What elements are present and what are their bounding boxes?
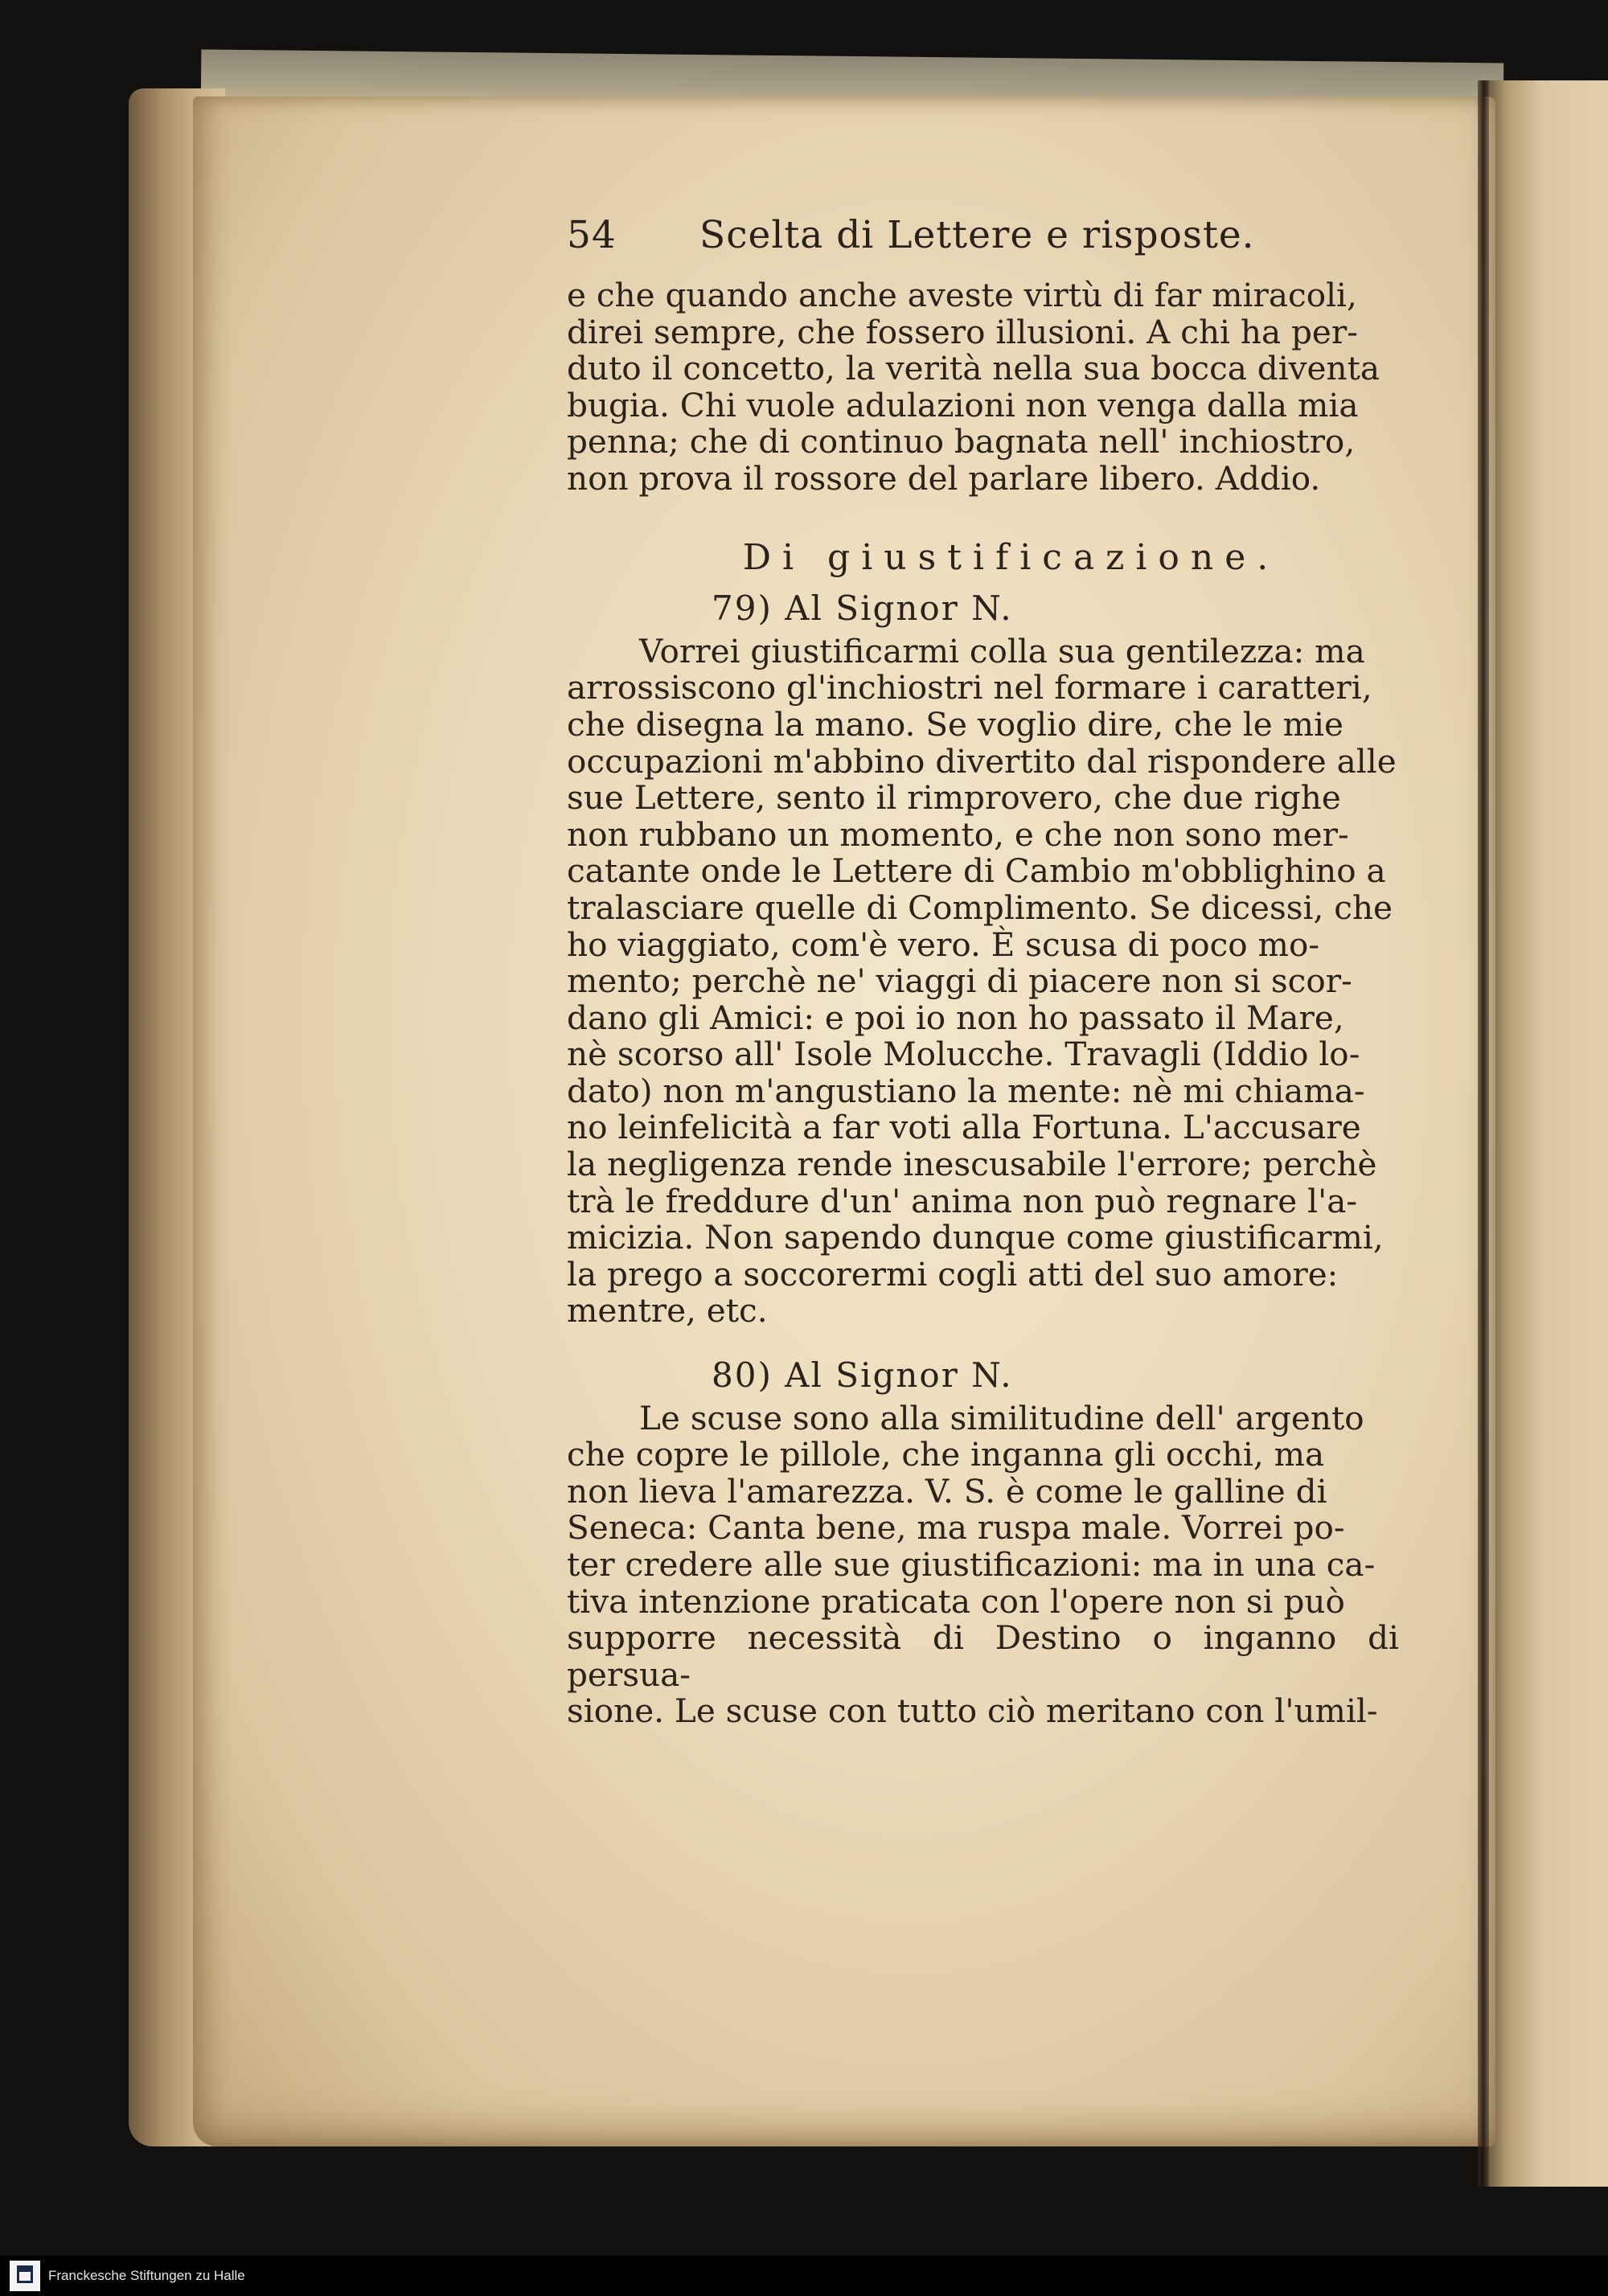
text-line: non rubbano un momento, e che non sono mer- (567, 814, 1349, 854)
text-line: mento; perchè ne' viaggi di piacere non si scor- (567, 961, 1352, 1001)
text-line: ho viaggiato, com'è vero. È scusa di poco mo- (567, 925, 1320, 964)
text-line: bugia. Chi vuole adulazioni non venga dalla mia (567, 385, 1359, 424)
text-line: sione. Le scuse con tutto ciò meritano con l'umil- (567, 1691, 1378, 1731)
page-text (567, 213, 1399, 1731)
page-number: 54 (567, 213, 617, 257)
text-line: direi sempre, che fossero illusioni. A chi ha per- (567, 312, 1358, 351)
text-line: Vorrei giustificarmi colla sua gentilezza: ma (639, 631, 1365, 670)
text-line: che copre le pillole, che inganna gli occhi, ma (567, 1435, 1325, 1474)
text-line: arrossiscono gl'inchiostri nel formare i caratteri, (567, 668, 1372, 707)
letter-body (567, 1400, 1399, 1730)
section-title: Di giustificazione. (742, 536, 1280, 578)
franckesche-stiftungen-logo-icon (10, 2261, 40, 2291)
text-line: sue Lettere, sento il rimprovero, che due righe (567, 778, 1341, 818)
letter-heading: 79) Al Signor N. (712, 588, 1013, 629)
text-line: dano gli Amici: e poi io non ho passato il Mare, (567, 998, 1344, 1037)
spacer (567, 1330, 1399, 1352)
text-line: mentre, etc. (567, 1291, 768, 1330)
text-line: duto il concetto, la verità nella sua bocca diventa (567, 349, 1380, 388)
text-line: la prego a soccorermi cogli atti del suo amore: (567, 1254, 1339, 1294)
page-gutter (1478, 80, 1489, 2187)
text-line: micizia. Non sapendo dunque come giustificarmi, (567, 1218, 1384, 1257)
letter-body (567, 633, 1399, 1330)
text-line: catante onde le Lettere di Cambio m'obblighino a (567, 851, 1386, 891)
text-line: tralasciare quelle di Complimento. Se dicessi, che (567, 888, 1393, 927)
text-line: non prova il rossore del parlare libero. Addio. (567, 458, 1321, 498)
text-line: Seneca: Canta bene, ma ruspa male. Vorrei po- (567, 1508, 1345, 1548)
text-line: non lieva l'amarezza. V. S. è come le galline di (567, 1471, 1327, 1511)
text-line: e che quando anche aveste virtù di far miracoli, (567, 276, 1357, 314)
footer-institution: Franckesche Stiftungen zu Halle (48, 2268, 245, 2283)
text-line: Le scuse sono alla similitudine dell' argento (639, 1398, 1364, 1437)
footer-bar (0, 2256, 1608, 2296)
text-line: occupazioni m'abbino divertito dal rispondere alle (567, 741, 1397, 781)
intro-paragraph (567, 277, 1399, 498)
text-line: nè scorso all' Isole Molucche. Travagli (Iddio lo- (567, 1035, 1360, 1074)
text-line: supporre necessità di Destino o inganno di persua- (567, 1618, 1399, 1694)
running-title: Scelta di Lettere e risposte. (699, 213, 1255, 257)
text-line: la negligenza rende inescusabile l'errore; perchè (567, 1145, 1377, 1184)
facing-page (1483, 80, 1608, 2187)
text-line: trà le freddure d'un' anima non può regnare l'a- (567, 1181, 1358, 1220)
text-line: tiva intenzione praticata con l'opere non si può (567, 1581, 1345, 1621)
page-header (567, 213, 1399, 265)
text-line: penna; che di continuo bagnata nell' inchiostro, (567, 422, 1356, 461)
letter-heading: 80) Al Signor N. (712, 1355, 1013, 1396)
text-line: dato) non m'angustiano la mente: nè mi chiama- (567, 1071, 1365, 1110)
text-line: ter credere alle sue giustificazioni: ma in una ca- (567, 1545, 1376, 1584)
text-line: che disegna la mano. Se voglio dire, che le mie (567, 704, 1343, 744)
text-line: no leinfelicità a far voti alla Fortuna. L'accusare (567, 1108, 1361, 1147)
